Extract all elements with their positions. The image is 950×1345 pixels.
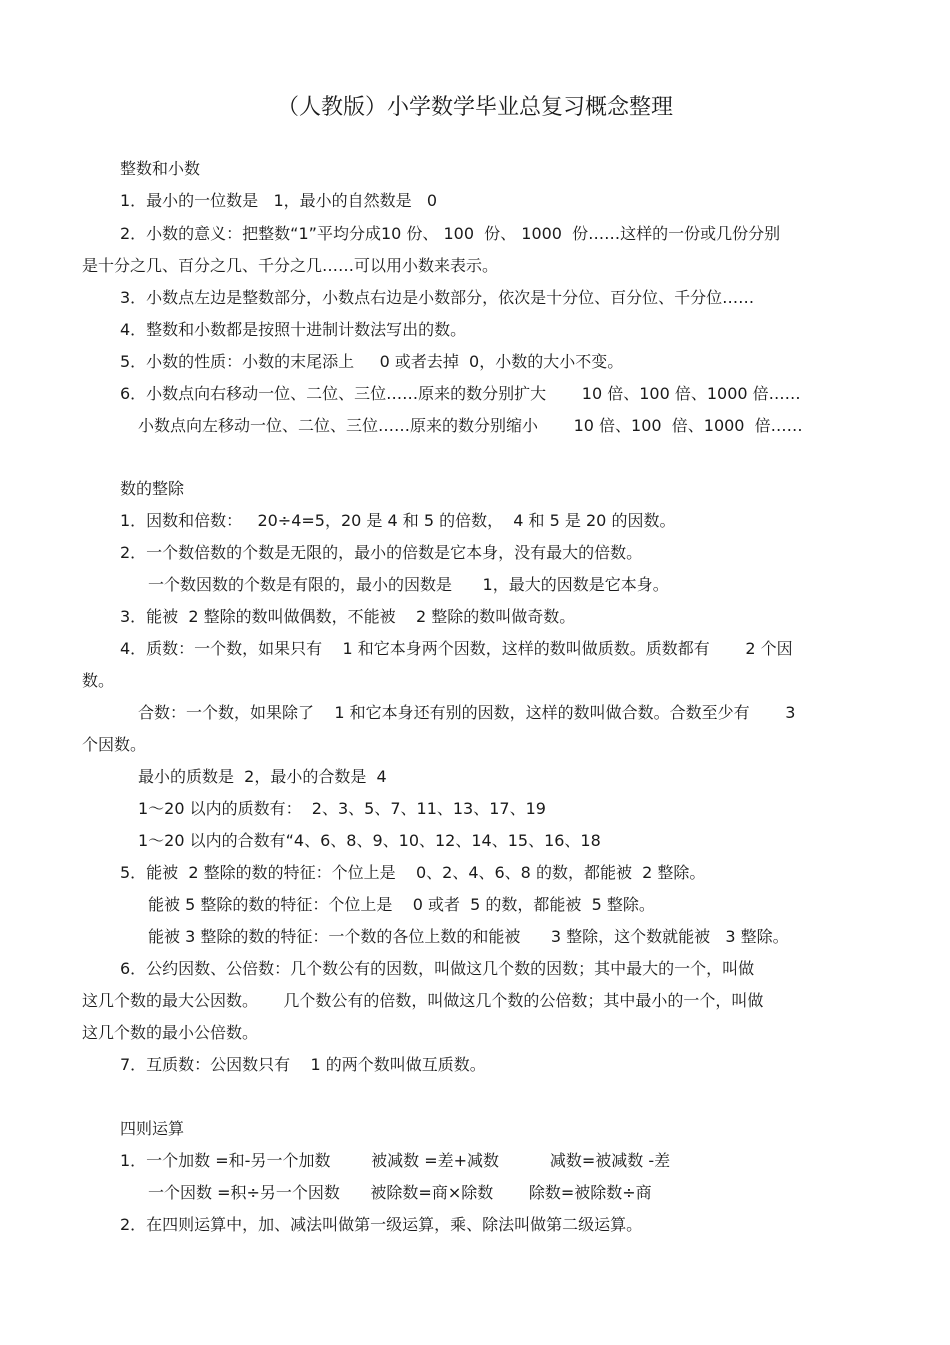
paragraph-line: 最小的质数是 2，最小的合数是 4 bbox=[138, 767, 387, 786]
paragraph-line: 这几个数的最大公因数。 几个数公有的倍数，叫做这几个数的公倍数；其中最小的一个，叫做 bbox=[82, 991, 764, 1010]
paragraph-line: 这几个数的最小公倍数。 bbox=[82, 1023, 259, 1042]
paragraph-line: 个因数。 bbox=[82, 735, 147, 754]
paragraph-line: 2．小数的意义：把整数“1”平均分成10 份、 100 份、 1000 份……这样的一份或几份分别 bbox=[120, 224, 781, 243]
section-heading-integers-decimals: 整数和小数 bbox=[120, 159, 201, 178]
paragraph-line: 1．一个加数 =和-另一个加数 被减数 =差+减数 减数=被减数 -差 bbox=[120, 1151, 671, 1170]
paragraph-line: 6．小数点向右移动一位、二位、三位……原来的数分别扩大 10 倍、100 倍、1000 倍…… bbox=[120, 384, 801, 403]
paragraph-line: 是十分之几、百分之几、千分之几……可以用小数来表示。 bbox=[82, 256, 499, 275]
paragraph-line: 一个数因数的个数是有限的，最小的因数是 1，最大的因数是它本身。 bbox=[148, 575, 669, 594]
paragraph-line: 4．质数：一个数，如果只有 1 和它本身两个因数，这样的数叫做质数。质数都有 2 个因 bbox=[120, 639, 793, 658]
paragraph-line: 6．公约因数、公倍数：几个数公有的因数，叫做这几个数的因数；其中最大的一个，叫做 bbox=[120, 959, 755, 978]
paragraph-line: 合数：一个数，如果除了 1 和它本身还有别的因数，这样的数叫做合数。合数至少有 3 bbox=[138, 703, 796, 722]
page-title: （人教版）小学数学毕业总复习概念整理 bbox=[276, 95, 673, 120]
paragraph-line: 5．能被 2 整除的数的特征：个位上是 0、2、4、6、8 的数，都能被 2 整除。 bbox=[120, 863, 706, 882]
paragraph-line: 1．最小的一位数是 1，最小的自然数是 0 bbox=[120, 191, 438, 210]
paragraph-line: 4．整数和小数都是按照十进制计数法写出的数。 bbox=[120, 320, 467, 339]
paragraph-line: 能被 5 整除的数的特征：个位上是 0 或者 5 的数，都能被 5 整除。 bbox=[148, 895, 655, 914]
paragraph-line: 2．一个数倍数的个数是无限的，最小的倍数是它本身，没有最大的倍数。 bbox=[120, 543, 643, 562]
paragraph-line: 1～20 以内的质数有： 2、3、5、7、11、13、17、19 bbox=[138, 799, 546, 818]
paragraph-line: 7．互质数：公因数只有 1 的两个数叫做互质数。 bbox=[120, 1055, 486, 1074]
paragraph-line: 一个因数 =积÷另一个因数 被除数=商×除数 除数=被除数÷商 bbox=[148, 1183, 652, 1202]
paragraph-line: 5．小数的性质：小数的末尾添上 0 或者去掉 0，小数的大小不变。 bbox=[120, 352, 624, 371]
paragraph-line: 2．在四则运算中，加、减法叫做第一级运算，乘、除法叫做第二级运算。 bbox=[120, 1215, 643, 1234]
paragraph-line: 数。 bbox=[82, 671, 115, 690]
paragraph-line: 1～20 以内的合数有“4、6、8、9、10、12、14、15、16、18 bbox=[138, 831, 601, 850]
paragraph-line: 1．因数和倍数： 20÷4=5，20 是 4 和 5 的倍数， 4 和 5 是 20 的因数。 bbox=[120, 511, 676, 530]
section-heading-divisibility: 数的整除 bbox=[120, 479, 185, 498]
section-heading-arithmetic: 四则运算 bbox=[120, 1119, 185, 1138]
paragraph-line: 3．小数点左边是整数部分，小数点右边是小数部分，依次是十分位、百分位、千分位…… bbox=[120, 288, 755, 307]
paragraph-line: 能被 3 整除的数的特征：一个数的各位上数的和能被 3 整除，这个数就能被 3 整除。 bbox=[148, 927, 789, 946]
paragraph-line: 小数点向左移动一位、二位、三位……原来的数分别缩小 10 倍、100 倍、1000 倍…… bbox=[138, 416, 803, 435]
paragraph-line: 3．能被 2 整除的数叫做偶数，不能被 2 整除的数叫做奇数。 bbox=[120, 607, 576, 626]
